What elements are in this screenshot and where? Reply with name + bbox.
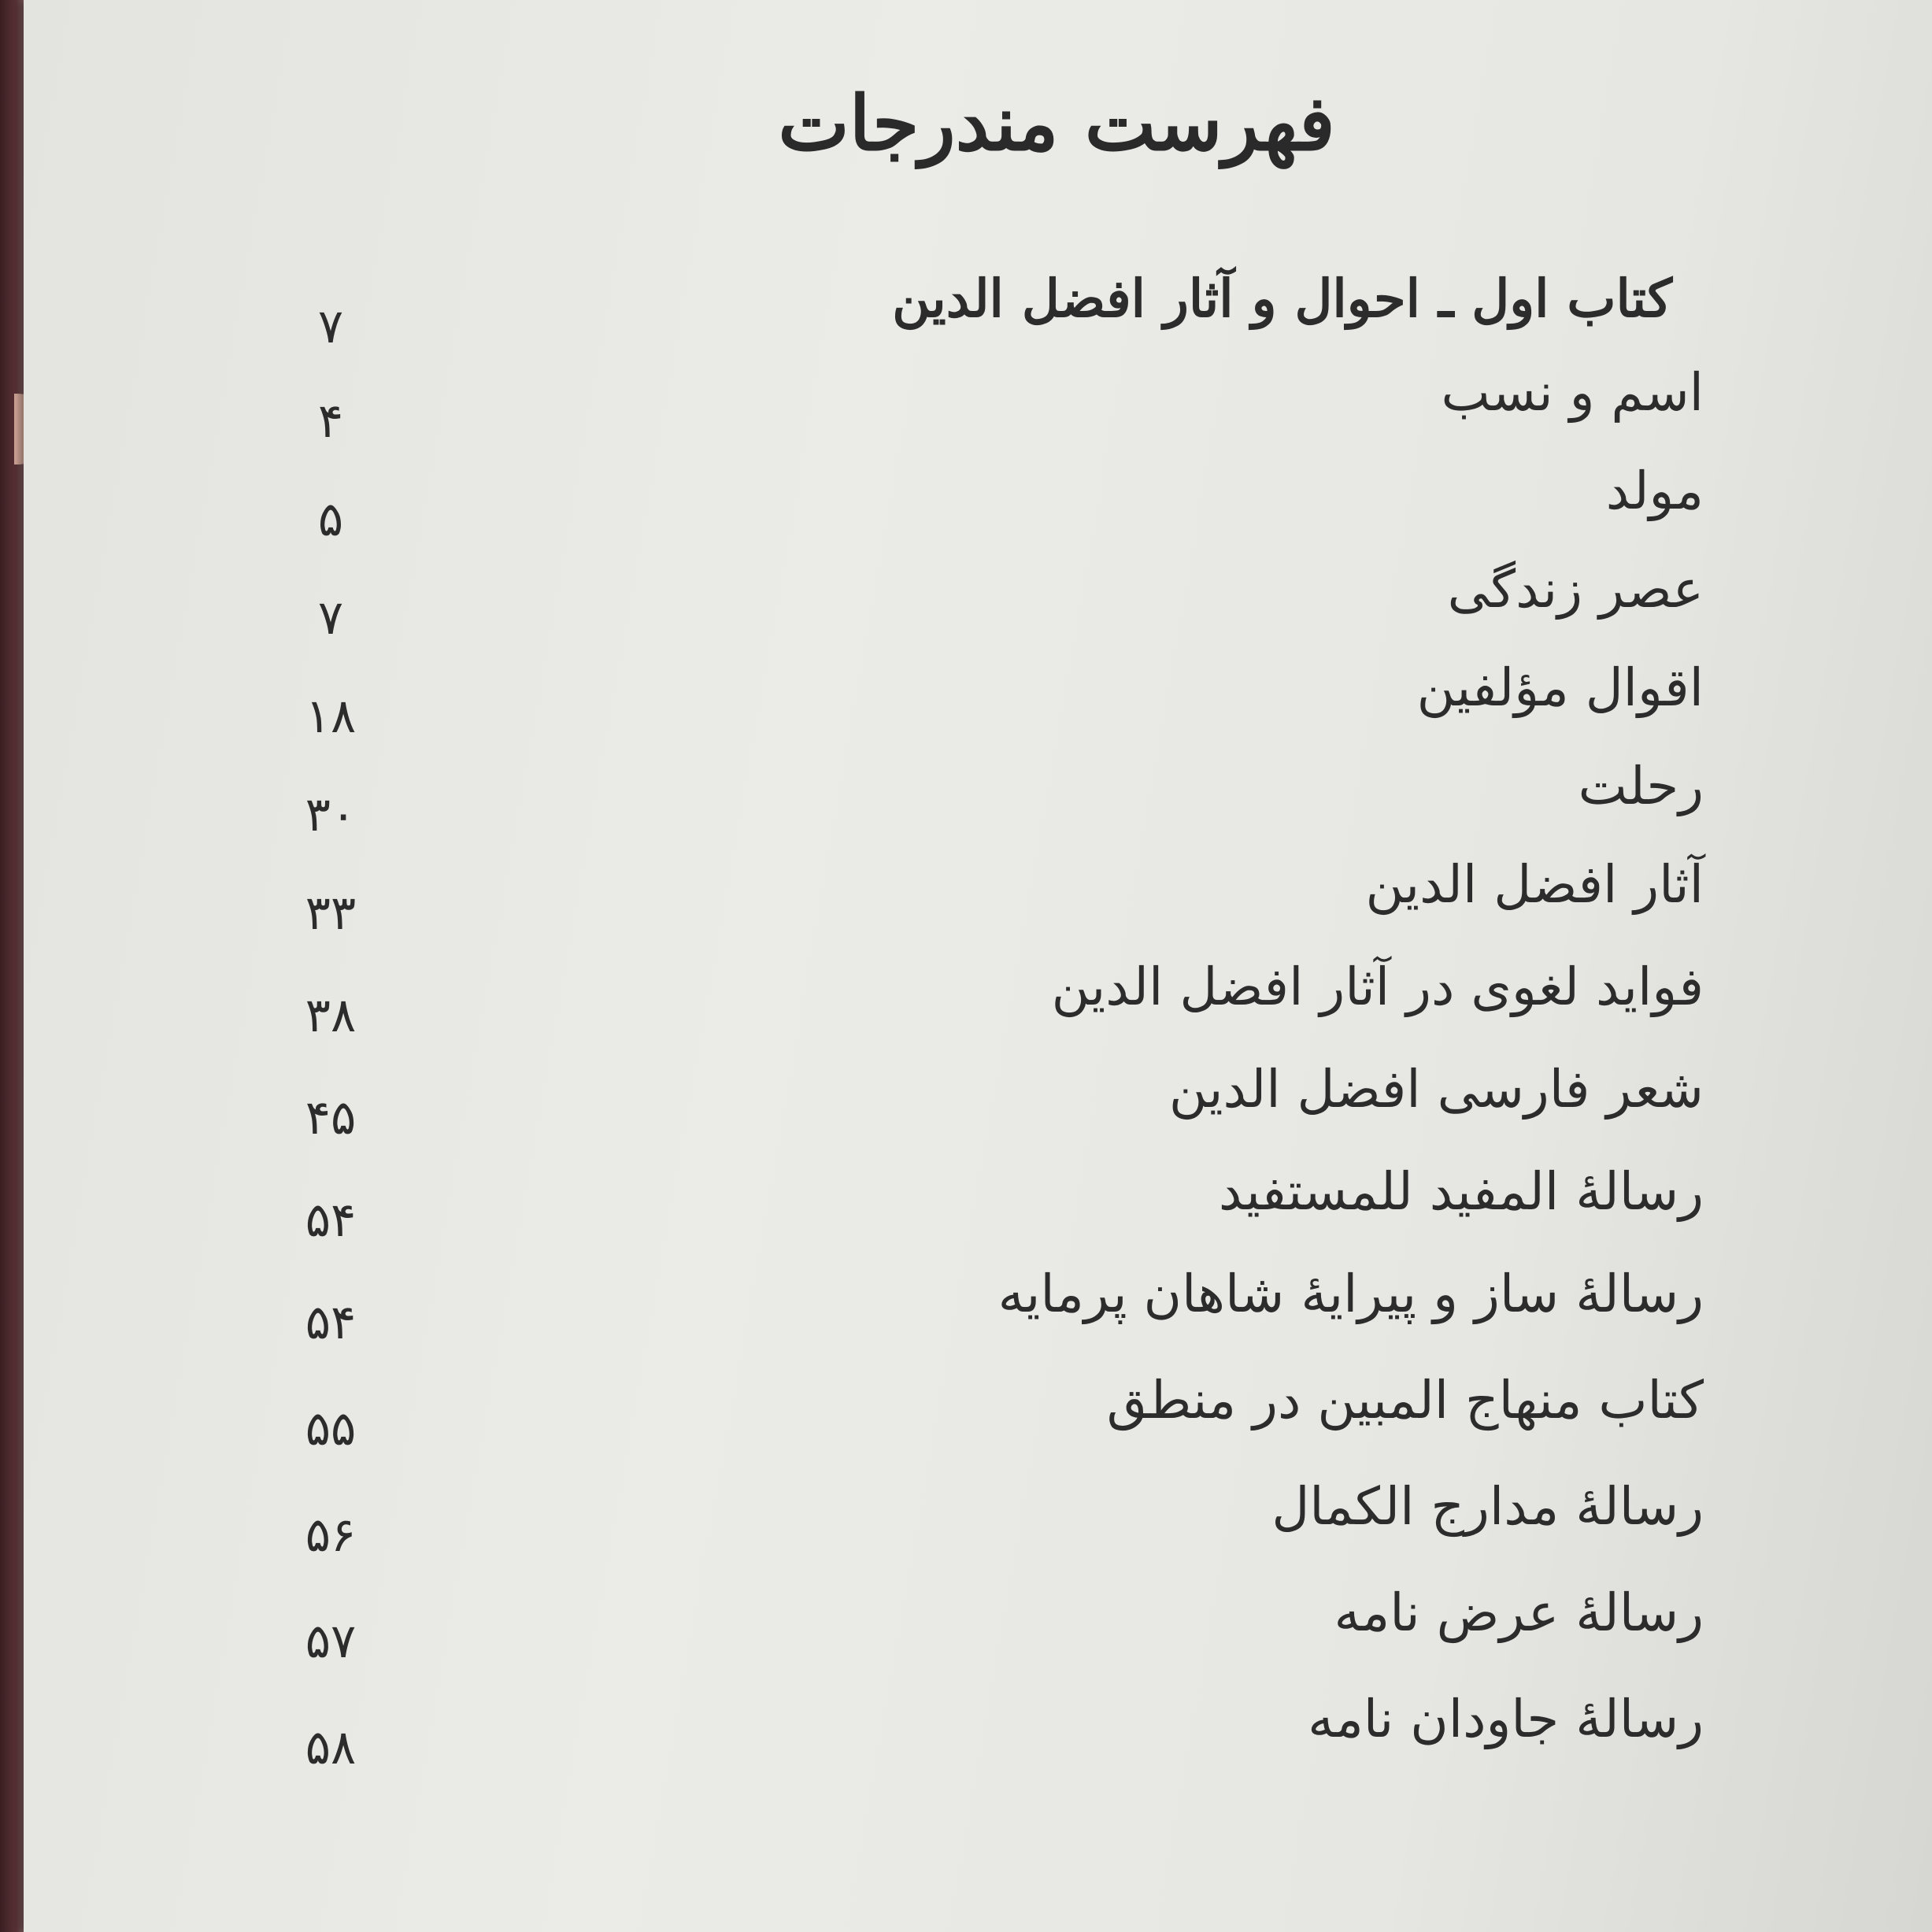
toc-entry-title: آثار افضل الدین bbox=[1365, 854, 1704, 915]
toc-entry-page: ۵۴ bbox=[305, 1295, 357, 1350]
toc-entry-title: کتاب اول ـ احوال و آثار افضل الدین bbox=[892, 268, 1672, 329]
toc-entry-title: مولد bbox=[1605, 461, 1704, 521]
book-cover-edge bbox=[0, 0, 27, 1932]
toc-entry-page: ۳۳ bbox=[305, 886, 357, 941]
toc-entry-title: رسالهٔ ساز و پیرایهٔ شاهان پرمایه bbox=[997, 1264, 1704, 1324]
toc-entry-title: اسم و نسب bbox=[1441, 362, 1704, 423]
toc-entry-page: ۵۶ bbox=[305, 1508, 357, 1563]
toc-entry-title: رحلت bbox=[1578, 756, 1704, 816]
toc-entry-page: ۷ bbox=[317, 299, 344, 354]
toc-entry-page: ۳۰ bbox=[305, 787, 357, 842]
toc-entry-page: ۵۵ bbox=[305, 1401, 357, 1456]
toc-entry-title: رسالهٔ المفید للمستفید bbox=[1218, 1161, 1704, 1222]
toc-entry-page: ۵۷ bbox=[305, 1614, 357, 1669]
toc-entry-title: فواید لغوی در آثار افضل الدین bbox=[1051, 957, 1704, 1017]
toc-entry-title: کتاب منهاج المبین در منطق bbox=[1106, 1370, 1704, 1430]
toc-entry-page: ۵ bbox=[317, 492, 344, 547]
toc-entry-title: اقوال مؤلفین bbox=[1416, 657, 1704, 718]
toc-entry-title: رسالهٔ جاودان نامه bbox=[1308, 1689, 1704, 1749]
toc-entry-title: رسالهٔ مدارج الکمال bbox=[1271, 1476, 1704, 1537]
toc-entry-page: ۴ bbox=[317, 394, 344, 449]
toc-entry-title: شعر فارسی افضل الدین bbox=[1168, 1059, 1704, 1120]
toc-entry-page: ۷ bbox=[317, 590, 344, 646]
toc-entry-page: ۵۸ bbox=[305, 1720, 357, 1775]
toc-entry-page: ۱۸ bbox=[305, 689, 357, 744]
toc-entry-page: ۵۴ bbox=[305, 1193, 357, 1248]
book-page bbox=[24, 0, 1932, 1932]
toc-entry-title: رسالهٔ عرض نامه bbox=[1334, 1582, 1704, 1643]
page-title: فهرست مندرجات bbox=[778, 79, 1335, 168]
toc-entry-page: ۳۸ bbox=[305, 988, 357, 1043]
toc-entry-page: ۴۵ bbox=[305, 1090, 357, 1146]
toc-entry-title: عصر زندگی bbox=[1447, 559, 1704, 620]
table-of-contents bbox=[24, 0, 1932, 1932]
